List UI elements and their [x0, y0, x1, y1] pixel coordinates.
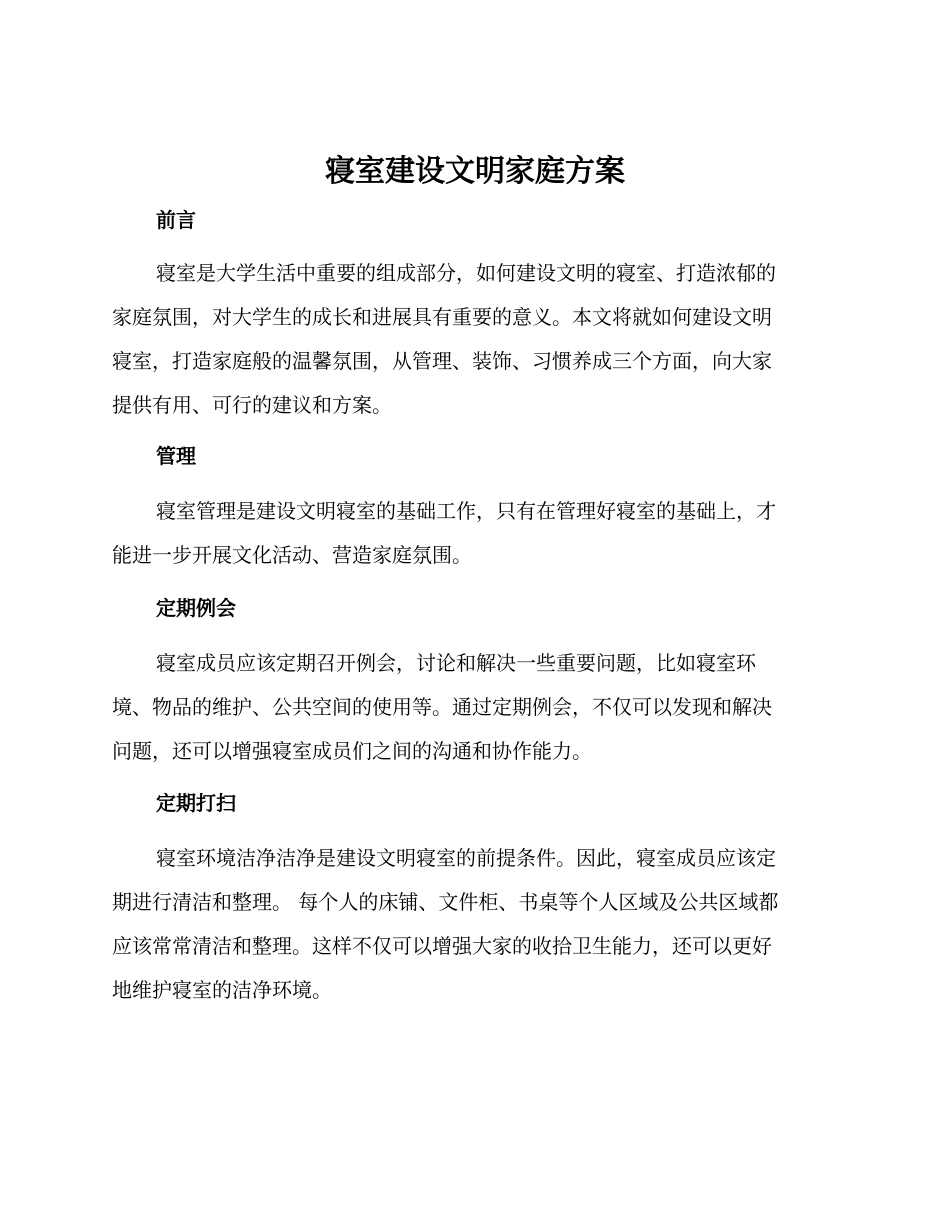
- section-body-regular-meetings: [112, 641, 842, 773]
- text-line: 提供有用、可行的建议和方案。: [112, 393, 392, 417]
- text-line: 寝室，打造家庭般的温馨氛围，从管理、装饰、习惯养成三个方面，向大家: [112, 349, 772, 373]
- section-heading-preface: 前言: [156, 208, 196, 232]
- section-heading-regular-cleaning: 定期打扫: [156, 791, 236, 815]
- text-line: 寝室管理是建设文明寝室的基础工作，只有在管理好寝室的基础上，才: [156, 499, 776, 523]
- text-line: 期进行清洁和整理。 每个人的床铺、文件柜、书桌等个人区域及公共区域都: [112, 890, 779, 914]
- section-body-preface: [112, 251, 842, 427]
- section-heading-regular-meetings: 定期例会: [156, 596, 236, 620]
- document-title: 寝室建设文明家庭方案: [325, 154, 625, 189]
- text-line: 寝室是大学生活中重要的组成部分，如何建设文明的寝室、打造浓郁的: [156, 261, 776, 285]
- section-heading-management: 管理: [156, 444, 196, 468]
- text-line: 寝室环境洁净洁净是建设文明寝室的前提条件。因此，寝室成员应该定: [156, 846, 776, 870]
- section-body-management: [112, 489, 842, 577]
- text-line: 应该常常清洁和整理。这样不仅可以增强大家的收拾卫生能力，还可以更好: [112, 934, 772, 958]
- text-line: 家庭氛围，对大学生的成长和进展具有重要的意义。本文将就如何建设文明: [112, 305, 772, 329]
- text-line: 境、物品的维护、公共空间的使用等。通过定期例会，不仅可以发现和解决: [112, 695, 772, 719]
- text-line: 问题，还可以增强寝室成员们之间的沟通和协作能力。: [112, 739, 592, 763]
- text-line: 寝室成员应该定期召开例会，讨论和解决一些重要问题，比如寝室环: [156, 651, 756, 675]
- text-line: 能进一步开展文化活动、营造家庭氛围。: [112, 543, 472, 567]
- section-body-regular-cleaning: [112, 836, 842, 1012]
- text-line: 地维护寝室的洁净环境。: [112, 978, 332, 1002]
